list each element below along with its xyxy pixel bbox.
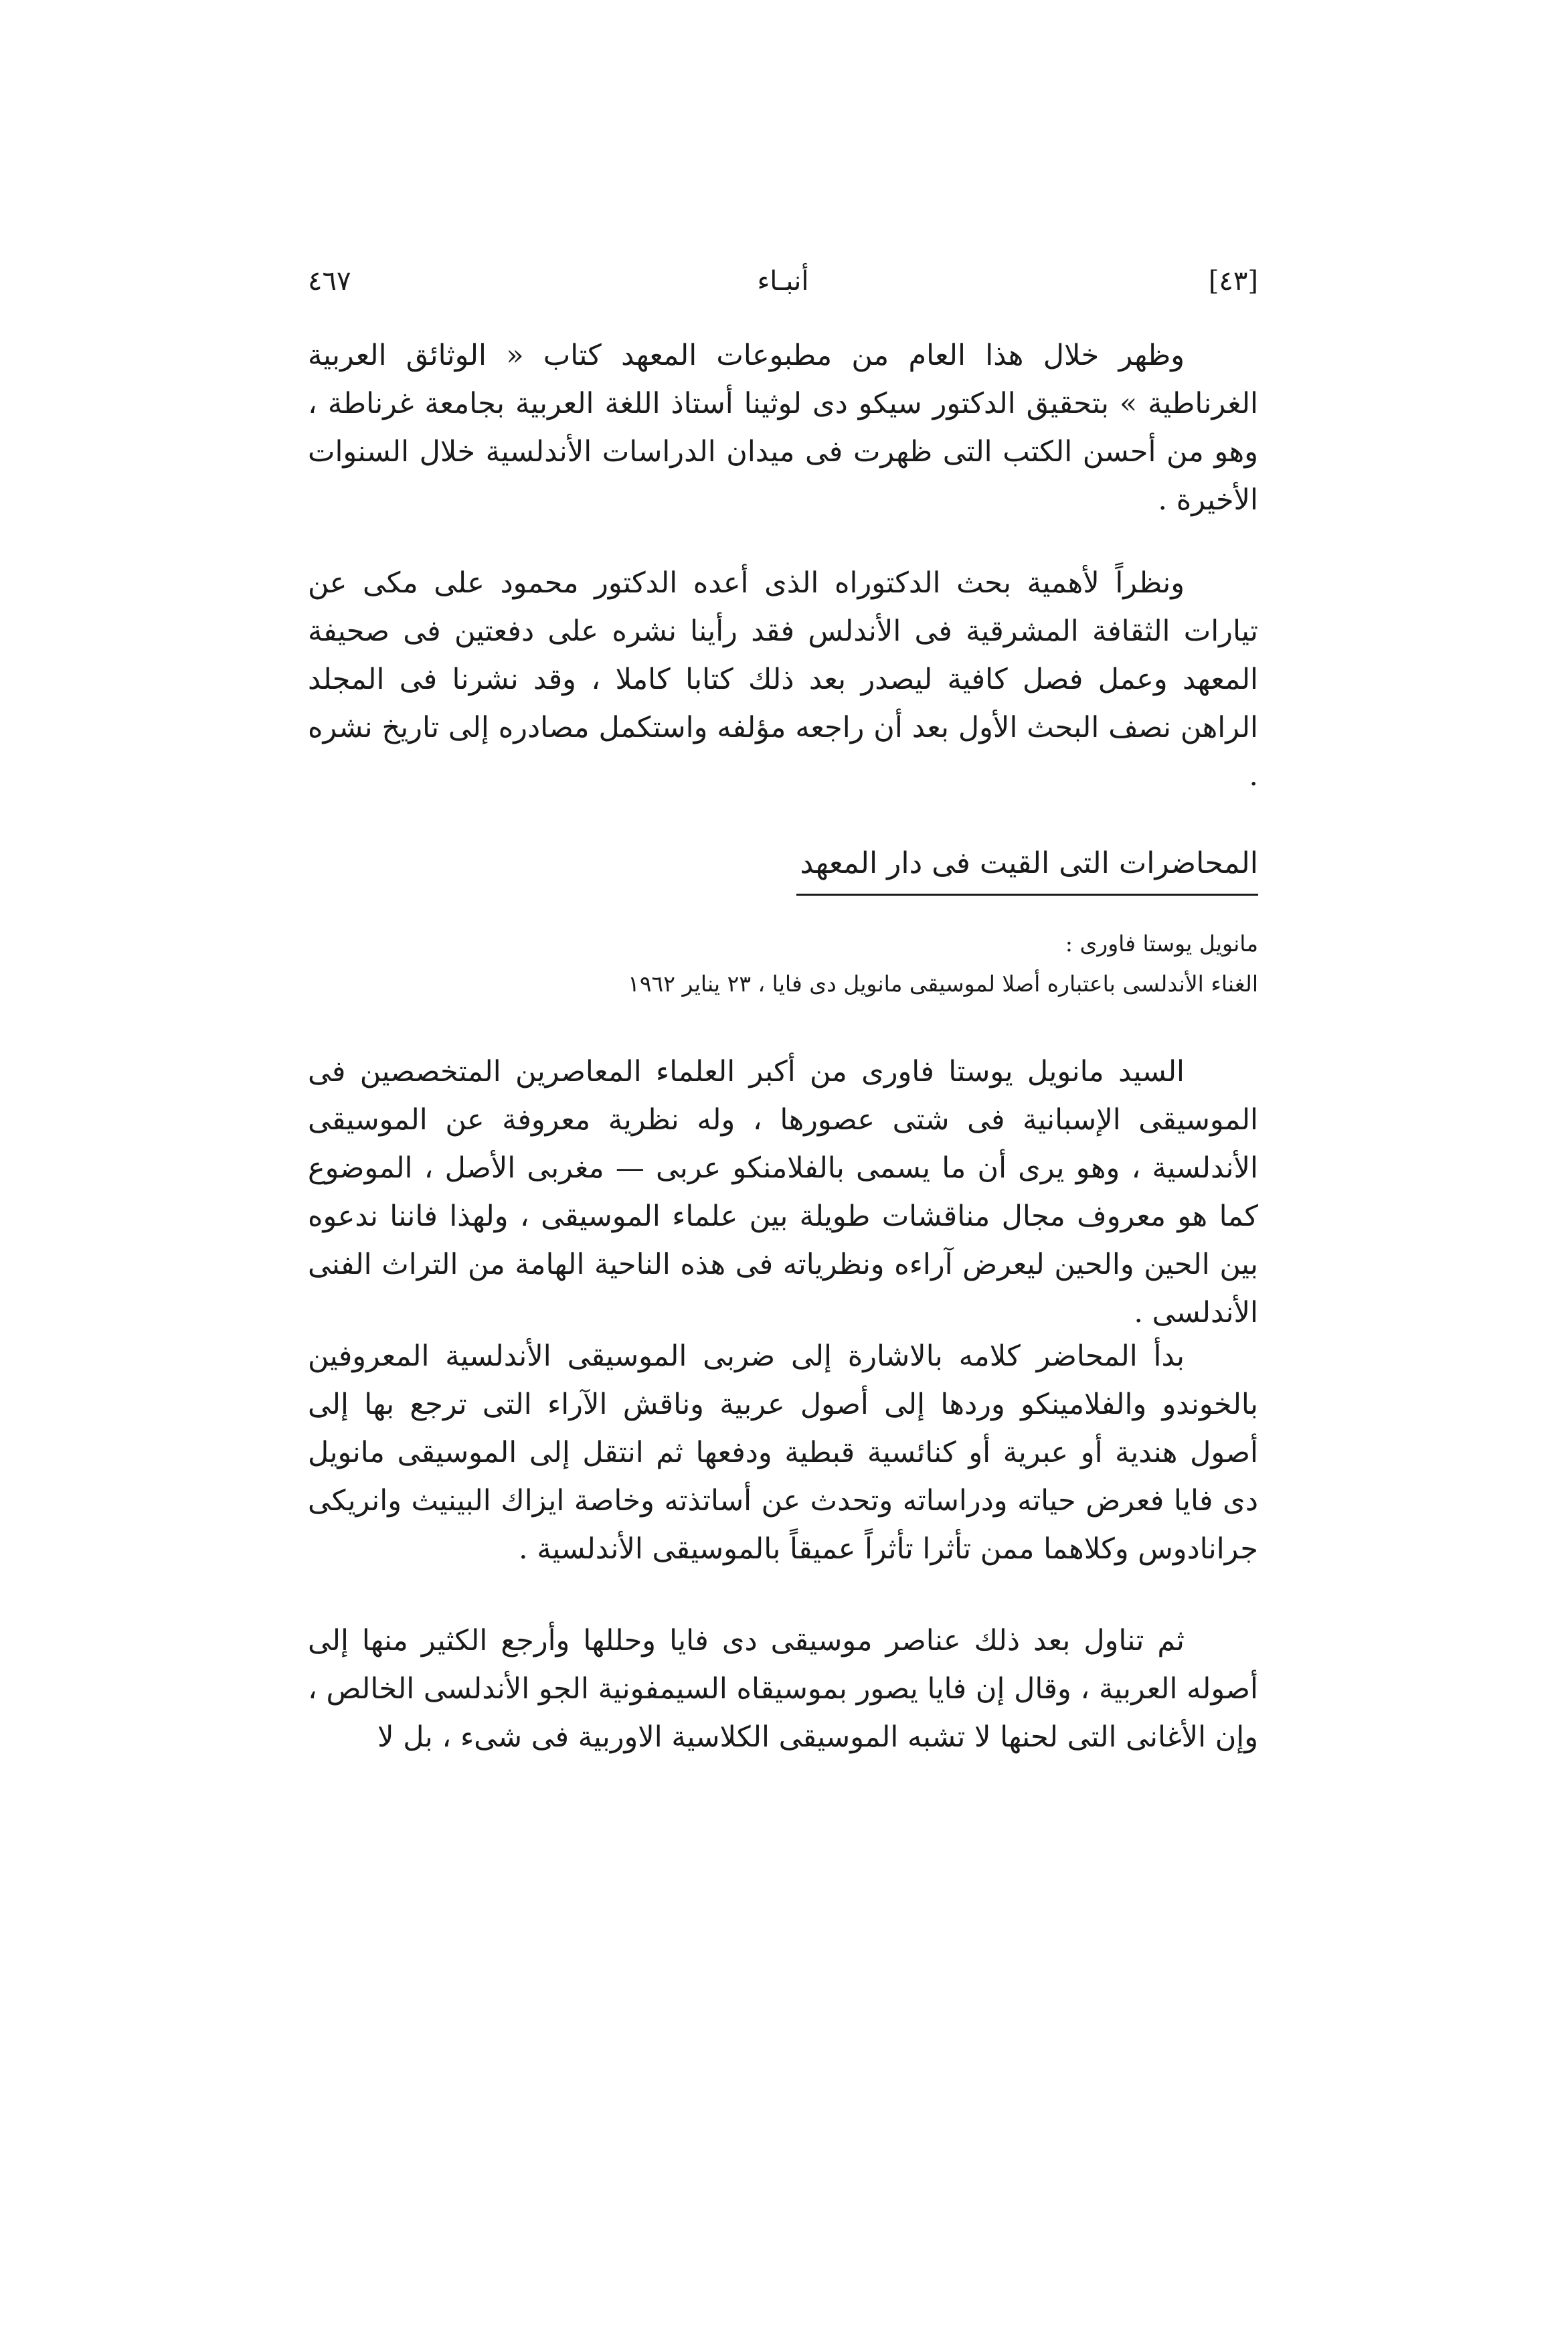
lecture-title: الغناء الأندلسى باعتباره أصلا لموسيقى مانويل دى فايا ، ٢٣ يناير ١٩٦٢ (628, 971, 1258, 997)
paragraph-text: ونظراً لأهمية بحث الدكتوراه الذى أعده الدكتور محمود على مكى عن تيارات الثقافة المشرقية فى الأندلس فقد رأينا نشره على دفعتين فى صحيفة المعهد وعمل فصل كافية ليصدر بعد ذلك كتابا كاملا ، وقد نشرنا فى المجلد الراهن نصف البحث الأول بعد أن راجعه مؤلفه واستكمل مصادره إلى تاريخ نشره . (308, 566, 1258, 793)
lecture-meta (308, 924, 1258, 1004)
section-heading: المحاضرات التى القيت فى دار المعهد (796, 840, 1258, 896)
page-number: ٤٦٧ (308, 266, 351, 297)
paragraph-1 (308, 331, 1258, 524)
running-section-title: أنبـاء (757, 266, 809, 297)
paragraph-text: السيد مانويل يوستا فاورى من أكبر العلماء المعاصرين المتخصصين فى الموسيقى الإسبانية فى شتى عصورها ، وله نظرية معروفة عن الموسيقى الأندلسية ، وهو يرى أن ما يسمى بالفلامنكو عربى — مغربى الأصل ، الموضوع كما هو معروف مجال مناقشات طويلة بين علماء الموسيقى ، ولهذا فاننا ندعوه بين الحين والحين ليعرض آراءه ونظرياته فى هذه الناحية الهامة من التراث الفنى الأندلسى . (308, 1055, 1258, 1329)
paragraph-2 (308, 559, 1258, 800)
running-header (308, 258, 1258, 305)
lecture-speaker: مانويل يوستا فاورى : (1065, 930, 1258, 957)
paragraph-text: وظهر خلال هذا العام من مطبوعات المعهد كتاب « الوثائق العربية الغرناطية » بتحقيق الدكتور سيكو دى لوثينا أستاذ اللغة العربية بجامعة غرناطة ، وهو من أحسن الكتب التى ظهرت فى ميدان الدراسات الأندلسية خلال السنوات الأخيرة . (308, 339, 1258, 517)
paragraph-5 (308, 1617, 1258, 1761)
paragraph-text: بدأ المحاضر كلامه بالاشارة إلى ضربى الموسيقى الأندلسية المعروفين بالخوندو والفلامينكو وردها إلى أصول عربية وناقش الآراء التى ترجع بها إلى أصول هندية أو عبرية أو كنائسية قبطية ودفعها ثم انتقل إلى الموسيقى مانويل دى فايا فعرض حياته ودراساته وتحدث عن أساتذته وخاصة ايزاك البينيث وانريكى جرانادوس وكلاهما ممن تأثرا تأثراً عميقاً بالموسيقى الأندلسية . (308, 1340, 1258, 1566)
issue-marker: [٤٣] (1208, 266, 1258, 297)
paragraph-text: ثم تناول بعد ذلك عناصر موسيقى دى فايا وحللها وأرجع الكثير منها إلى أصوله العربية ، وقال إن فايا يصور بموسيقاه السيمفونية الجو الأندلسى الخالص ، وإن الأغانى التى لحنها لا تشبه الموسيقى الكلاسية الاوربية فى شىء ، بل لا (308, 1624, 1258, 1754)
paragraph-3 (308, 1048, 1258, 1337)
paragraph-4 (308, 1332, 1258, 1573)
